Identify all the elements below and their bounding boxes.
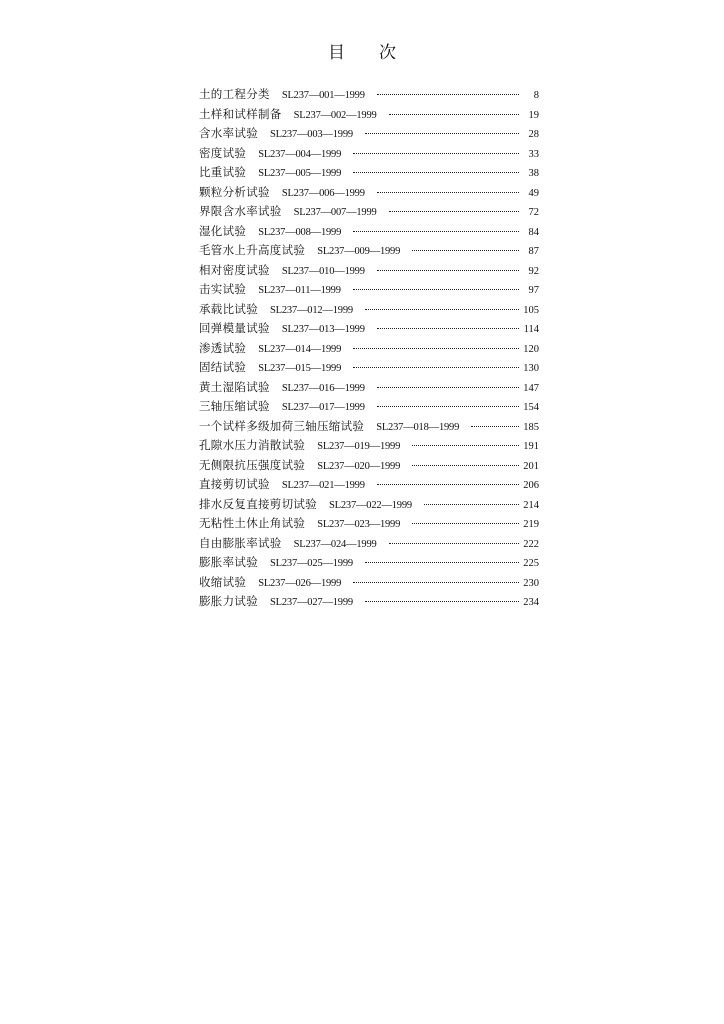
toc-entry-code: SL237—017—1999	[281, 402, 365, 413]
toc-entry-page-number: 185	[523, 421, 539, 433]
toc-entry-title: 颗粒分析试验	[199, 184, 270, 199]
page-title	[0, 38, 724, 63]
toc-entry-title: 一个试样多级加荷三轴压缩试验	[199, 418, 365, 433]
toc-entry-leader-dots	[471, 426, 519, 427]
toc-entry[interactable]	[199, 398, 539, 418]
toc-entry[interactable]	[199, 125, 539, 145]
toc-entry[interactable]	[199, 203, 539, 223]
toc-entry-code: SL237—012—1999	[270, 304, 353, 316]
toc-entry-code: SL237—015—1999	[258, 363, 342, 374]
toc-entry-title: 渗透试验	[199, 340, 247, 355]
toc-entry-page-number: 28	[528, 129, 539, 140]
toc-entry-title: 三轴压缩试验	[199, 399, 270, 413]
toc-entry-leader-dots	[365, 562, 519, 563]
toc-entry-leader-dots	[377, 192, 519, 193]
toc-entry-code: SL237—002—1999	[293, 109, 377, 121]
toc-entry[interactable]	[199, 106, 539, 126]
toc-entry-title: 相对密度试验	[199, 262, 270, 277]
toc-entry-title: 击实试验	[199, 282, 247, 296]
table-of-contents	[199, 86, 539, 613]
toc-entry-code: SL237—009—1999	[317, 246, 401, 257]
toc-entry-leader-dots	[424, 504, 519, 505]
toc-entry-page-number: 19	[528, 109, 539, 121]
toc-entry[interactable]	[199, 535, 539, 555]
toc-entry-leader-dots	[353, 172, 519, 173]
toc-entry-code: SL237—021—1999	[281, 480, 365, 491]
toc-entry-page-number: 147	[523, 382, 539, 394]
toc-entry-page-number: 234	[523, 597, 539, 608]
toc-entry-title: 回弹模量试验	[199, 321, 270, 335]
toc-entry-leader-dots	[412, 445, 519, 446]
toc-entry-title: 含水率试验	[199, 126, 258, 140]
toc-entry-title: 膨胀率试验	[199, 555, 258, 569]
toc-entry[interactable]	[199, 554, 539, 574]
toc-entry-page-number: 38	[528, 168, 539, 179]
toc-entry[interactable]	[199, 418, 539, 438]
toc-entry-leader-dots	[353, 348, 519, 349]
toc-entry-page-number: 214	[523, 499, 539, 511]
toc-entry-title: 直接剪切试验	[199, 477, 270, 491]
toc-entry-code: SL237—006—1999	[281, 187, 365, 199]
toc-entry-title: 无粘性土休止角试验	[199, 516, 306, 530]
toc-entry-title: 收缩试验	[199, 574, 247, 589]
toc-entry[interactable]	[199, 223, 539, 243]
toc-entry-leader-dots	[389, 211, 519, 212]
toc-entry-leader-dots	[377, 484, 519, 485]
toc-entry-leader-dots	[412, 250, 519, 251]
toc-entry[interactable]	[199, 242, 539, 262]
toc-entry-page-number: 206	[523, 480, 539, 491]
toc-entry-leader-dots	[353, 367, 519, 368]
toc-entry[interactable]	[199, 184, 539, 204]
toc-entry-title: 固结试验	[199, 360, 247, 374]
toc-entry-page-number: 97	[528, 285, 539, 296]
toc-entry-page-number: 8	[533, 90, 539, 101]
toc-entry[interactable]	[199, 164, 539, 184]
toc-entry-title: 承载比试验	[199, 301, 258, 316]
toc-entry-leader-dots	[353, 153, 519, 154]
toc-entry-code: SL237—003—1999	[270, 129, 353, 140]
toc-entry[interactable]	[199, 379, 539, 399]
toc-entry-leader-dots	[377, 387, 519, 388]
toc-entry-code: SL237—019—1999	[317, 441, 401, 452]
toc-entry-page-number: 72	[528, 207, 539, 218]
toc-entry-leader-dots	[412, 523, 519, 524]
toc-entry-code: SL237—018—1999	[376, 421, 460, 433]
toc-entry-leader-dots	[377, 270, 519, 271]
toc-entry-code: SL237—007—1999	[293, 207, 377, 218]
toc-entry[interactable]	[199, 457, 539, 477]
toc-entry-title: 无侧限抗压强度试验	[199, 457, 306, 472]
toc-entry-code: SL237—025—1999	[270, 558, 353, 569]
toc-entry-code: SL237—022—1999	[329, 499, 412, 511]
toc-entry[interactable]	[199, 281, 539, 301]
toc-entry-code: SL237—011—1999	[258, 285, 341, 296]
toc-entry-leader-dots	[412, 465, 519, 466]
toc-entry-code: SL237—014—1999	[258, 343, 342, 355]
toc-entry[interactable]	[199, 262, 539, 282]
toc-entry[interactable]	[199, 301, 539, 321]
page-title-char-1: 目	[328, 43, 345, 63]
toc-entry-code: SL237—001—1999	[281, 90, 365, 101]
toc-entry-title: 黄土湿陷试验	[199, 379, 270, 394]
toc-entry-leader-dots	[353, 231, 519, 232]
toc-entry-page-number: 114	[523, 324, 539, 335]
toc-entry[interactable]	[199, 496, 539, 516]
toc-entry[interactable]	[199, 340, 539, 360]
toc-entry-code: SL237—026—1999	[258, 577, 342, 589]
toc-entry-title: 膨胀力试验	[199, 594, 258, 608]
toc-entry-page-number: 130	[523, 363, 539, 374]
toc-entry-page-number: 84	[528, 226, 539, 238]
toc-entry[interactable]	[199, 359, 539, 379]
toc-entry[interactable]	[199, 515, 539, 535]
toc-entry-leader-dots	[377, 328, 519, 329]
toc-entry[interactable]	[199, 145, 539, 165]
toc-entry-page-number: 105	[523, 304, 539, 316]
toc-entry[interactable]	[199, 86, 539, 106]
toc-entry-code: SL237—013—1999	[281, 324, 365, 335]
toc-entry-title: 毛管水上升高度试验	[199, 243, 306, 257]
toc-entry-page-number: 92	[528, 265, 539, 277]
toc-entry-code: SL237—010—1999	[281, 265, 365, 277]
toc-entry-page-number: 120	[523, 343, 539, 355]
toc-entry-page-number: 222	[523, 538, 539, 550]
toc-entry-title: 界限含水率试验	[199, 204, 282, 218]
toc-entry-page-number: 49	[528, 187, 539, 199]
toc-entry-code: SL237—024—1999	[293, 538, 377, 550]
toc-entry-title: 自由膨胀率试验	[199, 535, 282, 550]
toc-entry[interactable]	[199, 593, 539, 613]
toc-entry-leader-dots	[353, 582, 519, 583]
toc-entry[interactable]	[199, 437, 539, 457]
toc-entry-leader-dots	[365, 601, 519, 602]
toc-entry-code: SL237—005—1999	[258, 168, 342, 179]
toc-entry-title: 土的工程分类	[199, 87, 270, 101]
toc-entry-code: SL237—008—1999	[258, 226, 342, 238]
toc-entry-code: SL237—020—1999	[317, 460, 401, 472]
toc-entry-title: 土样和试样制备	[199, 106, 282, 121]
toc-entry-code: SL237—027—1999	[270, 597, 353, 608]
toc-entry-code: SL237—023—1999	[317, 519, 401, 530]
toc-entry-page-number: 87	[528, 246, 539, 257]
toc-entry-code: SL237—004—1999	[258, 148, 342, 160]
toc-entry-page-number: 225	[523, 558, 539, 569]
toc-entry-page-number: 33	[528, 148, 539, 160]
toc-entry-code: SL237—016—1999	[281, 382, 365, 394]
toc-entry-leader-dots	[389, 114, 519, 115]
toc-entry-leader-dots	[365, 133, 519, 134]
toc-entry-page-number: 201	[523, 460, 539, 472]
toc-entry-leader-dots	[377, 406, 519, 407]
toc-entry-title: 比重试验	[199, 165, 247, 179]
toc-entry-leader-dots	[377, 94, 519, 95]
toc-entry[interactable]	[199, 320, 539, 340]
toc-entry-title: 湿化试验	[199, 223, 247, 238]
toc-entry-title: 密度试验	[199, 145, 247, 160]
page-title-char-2: 次	[379, 43, 396, 63]
toc-entry-page-number: 230	[523, 577, 539, 589]
toc-entry-leader-dots	[365, 309, 519, 310]
toc-entry-page-number: 219	[523, 519, 539, 530]
toc-entry-title: 孔隙水压力消散试验	[199, 438, 306, 452]
toc-entry-leader-dots	[353, 289, 519, 290]
toc-entry-leader-dots	[389, 543, 519, 544]
toc-entry[interactable]	[199, 476, 539, 496]
toc-entry-page-number: 191	[523, 441, 539, 452]
toc-entry[interactable]	[199, 574, 539, 594]
toc-entry-page-number: 154	[523, 402, 539, 413]
toc-entry-title: 排水反复直接剪切试验	[199, 496, 317, 511]
